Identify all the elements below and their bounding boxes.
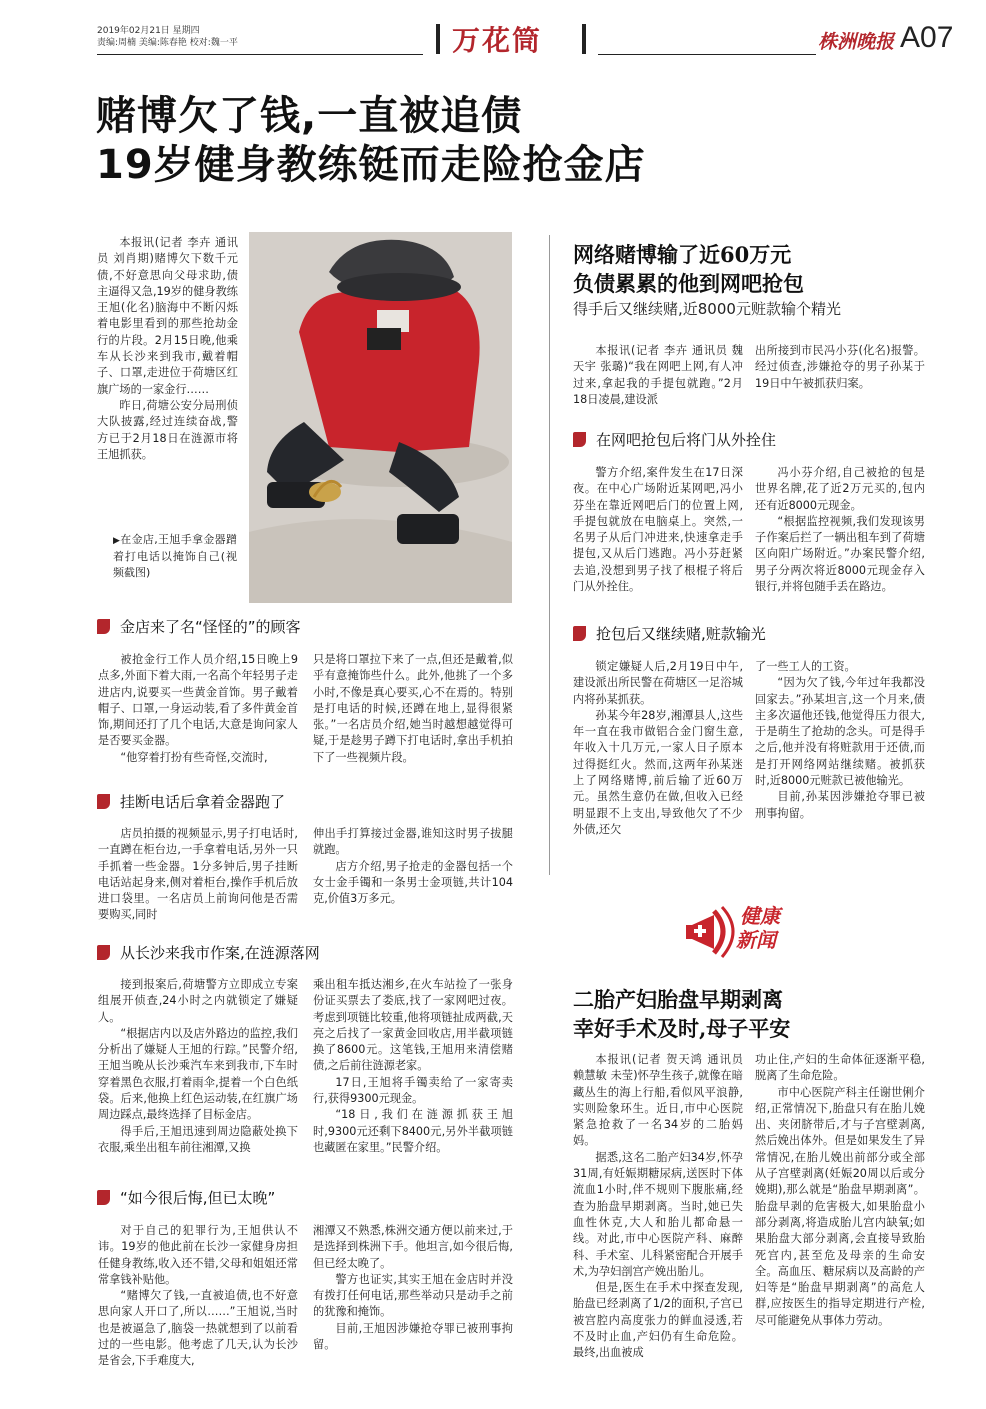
paragraph: 对于自己的犯罪行为,王旭供认不讳。19岁的他此前在长沙一家健身房担任健身教练,收入还不错,父母和姐姐还常常拿钱补贴他。 xyxy=(98,1224,298,1286)
paragraph: 孙某今年28岁,湘潭县人,这些年一直在我市做铝合金门窗生意,年收入十几万元,一家人日子原本过得挺红火。然而,这两年孙某迷上了网络赌博,前后输了近60万元。虽然生意仍在做,但收入已经明显跟不上支出,导致他欠了不少外债,还欠 xyxy=(573,708,743,836)
section3-col1 xyxy=(98,977,298,1156)
paragraph: 目前,孙某因涉嫌抢夺罪已被刑事拘留。 xyxy=(755,790,925,820)
section1-col2 xyxy=(313,652,513,766)
subhead-text: “如今很后悔,但已太晚” xyxy=(120,1189,276,1207)
story2-sec2-col2 xyxy=(755,659,925,822)
photo-caption-text: 在金店,王旭手拿金器蹭着打电话以掩饰自己(视频截图) xyxy=(113,533,237,579)
health-headline-line2: 幸好手术及时,母子平安 xyxy=(573,1016,791,1041)
subhead-strange-customer xyxy=(97,616,512,638)
paragraph: “18日,我们在涟源抓获王旭时,9300元还剩下8400元,另外半截项链也藏匿在家里。”民警介绍。 xyxy=(313,1108,513,1154)
section-bar-right xyxy=(582,24,586,54)
paragraph: 被抢金行工作人员介绍,15日晚上9点多,外面下着大雨,一名高个年轻男子走进店内,说要买一些黄金首饰。男子戴着帽子、口罩,一身运动装,看了多件黄金首饰,期间还打了几个电话,大意是询问家人是否要买金器。 xyxy=(98,653,298,748)
paragraph: 本报讯(记者 李卉 通讯员 魏天宇 张璐)“我在网吧上网,有人冲过来,拿起我的手提包就跑。”2月18日凌晨,建设派 xyxy=(573,344,743,406)
paragraph: 湘潭又不熟悉,株洲交通方便以前来过,于是选择到株洲下手。他坦言,如今很后悔,但已经太晚了。 xyxy=(313,1224,513,1270)
subhead-text: 金店来了名“怪怪的”的顾客 xyxy=(120,618,301,636)
subhead-marker-icon xyxy=(573,626,586,641)
paragraph: 店方介绍,男子抢走的金器包括一个女士金手镯和一条男士金项链,共计104克,价值3万多元。 xyxy=(313,859,513,906)
caption-arrow-icon: ▶ xyxy=(113,536,121,546)
section-title: 万花筒 xyxy=(452,24,543,57)
news-photo xyxy=(249,232,512,603)
masthead-rule-left xyxy=(97,54,423,55)
paragraph: 功止住,产妇的生命体征逐渐平稳,脱离了生命危险。 xyxy=(755,1053,925,1083)
subhead-marker-icon xyxy=(97,1190,110,1205)
section4-col1 xyxy=(98,1223,298,1370)
subhead-marker-icon xyxy=(573,432,586,447)
paragraph: 伸出手打算接过金器,谁知这时男子拔腿就跑。 xyxy=(313,827,513,857)
paragraph: 警方也证实,其实王旭在金店时并没有拨打任何电话,那些举动只是动手之前的犹豫和掩饰。 xyxy=(313,1272,513,1319)
paragraph: 只是将口罩拉下来了一点,但还是戴着,似乎有意掩饰些什么。此外,他挑了一个多小时,不像是真心要买,心不在焉的。特别是打电话的时候,还蹲在地上,显得很紧张。”一名店员介绍,她当时越想越觉得可疑,于是趁男子蹲下打电话时,拿出手机拍下了一些视频片段。 xyxy=(313,653,513,764)
paragraph: 据悉,这名二胎产妇34岁,怀孕31周,有妊娠期糖尿病,送医时下体流血1小时,伴不规则下腹胀痛,经查为胎盘早期剥离。当时,她已失血性休克,大人和胎儿都命悬一线。对此,市中心医院产科、麻醉科、手术室、儿科紧密配合开展手术,为孕妇剖宫产娩出胎儿。 xyxy=(573,1150,743,1278)
main-lead xyxy=(97,235,238,463)
subhead-lost-money xyxy=(573,623,928,645)
paragraph: 出所接到市民冯小芬(化名)报警。经过侦查,涉嫌抢夺的男子孙某于19日中午被抓获归案。 xyxy=(755,344,925,390)
paper-logo: 株洲晚报 xyxy=(818,31,895,53)
paragraph: 了一些工人的工资。 xyxy=(755,660,856,673)
page-number: A07 xyxy=(900,21,954,54)
health-headline-line1: 二胎产妇胎盘早期剥离 xyxy=(573,987,783,1012)
subhead-caught-in-lianyuan xyxy=(97,942,512,964)
lead-paragraph: 昨日,荷塘公安分局刑侦大队披露,经过连续奋战,警方已于2月18日在涟源市将王旭抓获。 xyxy=(97,398,238,461)
paragraph: 接到报案后,荷塘警方立即成立专案组展开侦查,24小时之内就锁定了嫌疑人。 xyxy=(98,978,298,1024)
column-divider xyxy=(549,235,550,875)
health-col2 xyxy=(755,1052,925,1329)
paragraph: 锁定嫌疑人后,2月19日中午,建设派出所民警在荷塘区一足浴城内将孙某抓获。 xyxy=(573,660,743,706)
story2-deck: 得手后又继续赌,近8000元赃款输个精光 xyxy=(573,300,841,318)
health-news-badge xyxy=(684,893,794,973)
subhead-text: 在网吧抢包后将门从外拴住 xyxy=(596,431,777,449)
section4-col2 xyxy=(313,1223,513,1353)
badge-text-news: 新闻 xyxy=(736,928,776,952)
subhead-marker-icon xyxy=(97,794,110,809)
paragraph: 市中心医院产科主任谢世俐介绍,正常情况下,胎盘只有在胎儿娩出、夹闭脐带后,才与子宫壁剥离,然后娩出体外。但是如果发生了异常情况,在胎儿娩出前部分或全部从子宫壁剥离(妊娠20周以后或分娩期),那么就是“胎盘早期剥离”。胎盘早剥的危害极大,如果胎盘小部分剥离,将造成胎儿宫内缺氧;如果胎盘大部分剥离,会直接导致胎死宫内,甚至危及母亲的生命安全。高血压、糖尿病以及高龄的产妇等是“胎盘早期剥离”的高危人群,应按医生的指导定期进行产检,尽可能避免从事体力劳动。 xyxy=(755,1085,925,1327)
subhead-internet-cafe xyxy=(573,429,928,451)
subhead-marker-icon xyxy=(97,945,110,960)
paragraph: 得手后,王旭迅速到周边隐蔽处换下衣服,乘坐出租车前往湘潭,又换 xyxy=(98,1124,298,1154)
subhead-regret xyxy=(97,1187,512,1209)
editor-credits: 责编:周楠 美编:陈春艳 校对:魏一平 xyxy=(97,38,238,48)
paragraph: 但是,医生在手术中探查发现,胎盘已经剥离了1/2的面积,子宫已被宫腔内高度张力的鲜血浸透,若不及时止血,产妇仍有生命危险。最终,出血被成 xyxy=(573,1281,743,1360)
paragraph: 17日,王旭将手镯卖给了一家寄卖行,获得9300元现金。 xyxy=(313,1075,513,1106)
story2-headline-line1: 网络赌博输了近60万元 xyxy=(573,242,792,267)
lead-paragraph: 本报讯(记者 李卉 通讯员 刘肖期)赌博欠下数千元债,不好意思向父母求助,债主逼得又急,19岁的健身教练王旭(化名)脑海中不断闪烁着电影里看到的那些抢劫金行的片段。2月15日晚,他乘车从长沙来到我市,戴着帽子、口罩,走进位于荷塘区红旗广场的一家金行…… xyxy=(97,236,238,396)
masthead-rule-right xyxy=(598,54,816,55)
paragraph: 乘出租车抵达湘乡,在火车站捡了一张身份证买票去了娄底,找了一家网吧过夜。考虑到项链比较重,他将项链扯成两截,天亮之后找了一家黄金回收店,用半截项链换了8600元。这笔钱,王旭用来清偿赌债,之后前往涟源老家。 xyxy=(313,978,513,1073)
crouching-man-illustration xyxy=(249,232,512,603)
issue-date: 2019年02月21日 星期四 xyxy=(97,26,200,36)
section-bar-left xyxy=(436,24,440,54)
story2-lead-col2 xyxy=(755,343,925,392)
story2-headline-line2: 负债累累的他到网吧抢包 xyxy=(573,271,804,296)
story2-sec1-col2 xyxy=(755,465,925,595)
story2-lead-col1 xyxy=(573,343,743,408)
paragraph: “赌博欠了钱,一直被追债,也不好意思向家人开口了,所以……”王旭说,当时也是被逼急了,脑袋一热就想到了以前看过的一些电影。他考虑了几天,认为长沙是省会,下手难度大, xyxy=(98,1289,298,1368)
main-headline-line2: 19岁健身教练铤而走险抢金店 xyxy=(96,142,646,188)
section2-col1 xyxy=(98,826,298,924)
main-headline-line1: 赌博欠了钱,一直被追债 xyxy=(96,93,523,139)
photo-caption xyxy=(113,532,237,581)
paragraph: “根据店内以及店外路边的监控,我们分析出了嫌疑人王旭的行踪。”民警介绍,王旭当晚从长沙乘汽车来到我市,下车时穿着黑色衣服,打着雨伞,提着一个白色纸袋。后来,他换上红色运动装,在红旗广场周边踩点,最终选择了目标金店。 xyxy=(98,1026,298,1122)
paragraph: 目前,王旭因涉嫌抢夺罪已被刑事拘留。 xyxy=(313,1321,513,1352)
health-col1 xyxy=(573,1052,743,1362)
section2-col2 xyxy=(313,826,513,907)
subhead-ran-away xyxy=(97,791,512,813)
paragraph: 冯小芬介绍,自己被抢的包是世界名牌,花了近2万元买的,包内还有近8000元现金。 xyxy=(755,466,925,512)
paragraph: “根据监控视频,我们发现该男子作案后拦了一辆出租车到了荷塘区向阳广场附近。”办案民警介绍,男子分两次将近8000元现金存入银行,并将包随手丢在路边。 xyxy=(755,514,925,594)
badge-text-health: 健康 xyxy=(740,904,780,928)
paragraph: 本报讯(记者 贺天鸿 通讯员 赖慧敏 未莹)怀孕生孩子,就像在暗藏丛生的海上行船,看似风平浪静,实则险象环生。近日,市中心医院紧急抢救了一名34岁的二胎妈妈。 xyxy=(573,1053,743,1148)
story2-sec2-col1 xyxy=(573,659,743,838)
paragraph: 店员拍摄的视频显示,男子打电话时,一直蹲在柜台边,一手拿着电话,另外一只手抓着一些金器。1分多钟后,男子挂断电话站起身来,侧对着柜台,操作手机后放进口袋里。一名店员上前询问他是否需要购买,同时 xyxy=(98,827,298,922)
subhead-text: 挂断电话后拿着金器跑了 xyxy=(120,793,286,811)
paragraph: “因为欠了钱,今年过年我都没回家去。”孙某坦言,这一个月来,债主多次逼他还钱,他觉得压力很大,于是萌生了抢劫的念头。可是得手之后,他并没有将赃款用于还债,而是打开网络网站继续赌。被抓获时,近8000元赃款已被他输光。 xyxy=(755,676,925,788)
section3-col2 xyxy=(313,977,513,1156)
paragraph: “他穿着打扮有些奇怪,交流时, xyxy=(120,750,268,764)
paragraph: 警方介绍,案件发生在17日深夜。在中心广场附近某网吧,冯小芬坐在靠近网吧后门的位置上网,手提包就放在电脑桌上。突然,一名男子从后门冲进来,快速拿走手提包,又从后门逃跑。冯小芬赶紧去追,没想到男子找了根棍子将后门从外拴住。 xyxy=(573,466,743,594)
section1-col1 xyxy=(98,652,298,766)
subhead-text: 抢包后又继续赌,赃款输光 xyxy=(596,625,766,643)
subhead-marker-icon xyxy=(97,619,110,634)
megaphone-icon xyxy=(684,901,744,961)
subhead-text: 从长沙来我市作案,在涟源落网 xyxy=(120,944,320,962)
story2-sec1-col1 xyxy=(573,465,743,595)
